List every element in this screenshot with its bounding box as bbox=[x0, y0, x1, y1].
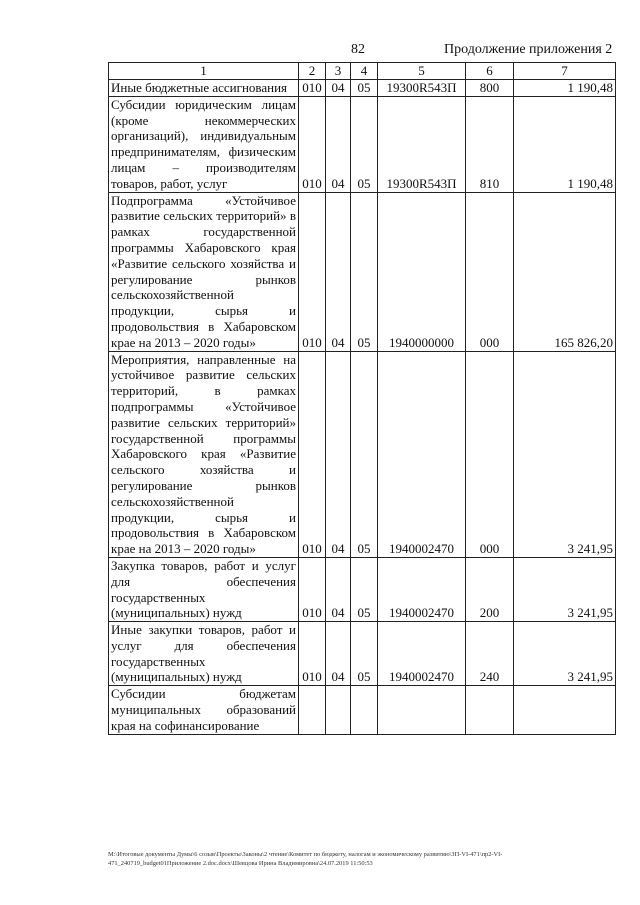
file-path-footer bbox=[108, 850, 615, 868]
table-row bbox=[109, 351, 616, 557]
column-header: 2 bbox=[299, 63, 326, 80]
cell-vr: 000 bbox=[466, 351, 514, 557]
cell-csr: 19300R543П bbox=[378, 96, 466, 192]
cell-rz: 04 bbox=[326, 192, 351, 351]
cell-csr: 19300R543П bbox=[378, 80, 466, 97]
cell-pr: 05 bbox=[351, 192, 378, 351]
column-header: 4 bbox=[351, 63, 378, 80]
cell-amount bbox=[514, 686, 616, 734]
cell-amount: 165 826,20 bbox=[514, 192, 616, 351]
table-row bbox=[109, 686, 616, 734]
row-name: Подпрограмма «Устойчивое развитие сельских территорий» в рамках государственной программы Хабаровского края «Развитие сельского хозяйства и регулирование рынков сельскохозяйственной продукции, сырья и продовольствия в Хабаровском крае на 2013 – 2020 годы» bbox=[109, 192, 299, 351]
cell-csr: 1940000000 bbox=[378, 192, 466, 351]
cell-vr: 810 bbox=[466, 96, 514, 192]
cell-rz: 04 bbox=[326, 557, 351, 621]
row-name: Субсидии бюджетам муниципальных образований края на софинансирование bbox=[109, 686, 299, 734]
cell-pr: 05 bbox=[351, 351, 378, 557]
cell-pr: 05 bbox=[351, 96, 378, 192]
table-row bbox=[109, 192, 616, 351]
cell-vr: 240 bbox=[466, 622, 514, 686]
cell-csr bbox=[378, 686, 466, 734]
footer-line: 471_240719_budget01Приложение 2.doc.docx\Шевцова Ирина Владимировна\24.07.2019 11:50:53 bbox=[108, 860, 373, 867]
cell-pr: 05 bbox=[351, 557, 378, 621]
row-name: Закупка товаров, работ и услуг для обеспечения государственных (муниципальных) нужд bbox=[109, 557, 299, 621]
row-name: Субсидии юридическим лицам (кроме некоммерческих организаций), индивидуальным предпринимателям, физическим лицам – производителям товаров, работ, услуг bbox=[109, 96, 299, 192]
continuation-label: Продолжение приложения 2 bbox=[444, 42, 613, 57]
cell-gr bbox=[299, 686, 326, 734]
cell-rz: 04 bbox=[326, 80, 351, 97]
cell-vr: 200 bbox=[466, 557, 514, 621]
table-row bbox=[109, 96, 616, 192]
cell-pr bbox=[351, 686, 378, 734]
cell-gr: 010 bbox=[299, 622, 326, 686]
cell-vr bbox=[466, 686, 514, 734]
cell-pr: 05 bbox=[351, 622, 378, 686]
table-header-row bbox=[109, 63, 616, 80]
cell-csr: 1940002470 bbox=[378, 622, 466, 686]
cell-csr: 1940002470 bbox=[378, 557, 466, 621]
cell-amount: 1 190,48 bbox=[514, 80, 616, 97]
cell-gr: 010 bbox=[299, 192, 326, 351]
table-row bbox=[109, 557, 616, 621]
column-header: 7 bbox=[514, 63, 616, 80]
cell-gr: 010 bbox=[299, 96, 326, 192]
footer-line: М:\Итоговые документы Думы\6 созыв\Проекты\Законы\2 чтение\Комитет по бюджету, налогам и экономическому развитию\ЗП-VI-471\пр2-VI- bbox=[108, 851, 503, 858]
cell-amount: 3 241,95 bbox=[514, 557, 616, 621]
cell-rz bbox=[326, 686, 351, 734]
cell-amount: 1 190,48 bbox=[514, 96, 616, 192]
column-header: 1 bbox=[109, 63, 299, 80]
column-header: 5 bbox=[378, 63, 466, 80]
page-number: 82 bbox=[351, 42, 365, 57]
column-header: 6 bbox=[466, 63, 514, 80]
cell-csr: 1940002470 bbox=[378, 351, 466, 557]
row-name: Иные закупки товаров, работ и услуг для обеспечения государственных (муниципальных) нужд bbox=[109, 622, 299, 686]
cell-rz: 04 bbox=[326, 96, 351, 192]
table-row bbox=[109, 80, 616, 97]
cell-vr: 000 bbox=[466, 192, 514, 351]
table-row bbox=[109, 622, 616, 686]
cell-gr: 010 bbox=[299, 557, 326, 621]
budget-table bbox=[108, 62, 616, 735]
cell-rz: 04 bbox=[326, 622, 351, 686]
row-name: Мероприятия, направленные на устойчивое развитие сельских территорий, в рамках подпрограммы «Устойчивое развитие сельских территорий» государственной программы Хабаровского края «Развитие сельского хозяйства и регулирование рынков сельскохозяйственной продукции, сырья и продовольствия в Хабаровском крае на 2013 – 2020 годы» bbox=[109, 351, 299, 557]
cell-rz: 04 bbox=[326, 351, 351, 557]
column-header: 3 bbox=[326, 63, 351, 80]
cell-vr: 800 bbox=[466, 80, 514, 97]
row-name: Иные бюджетные ассигнования bbox=[109, 80, 299, 97]
cell-gr: 010 bbox=[299, 80, 326, 97]
cell-amount: 3 241,95 bbox=[514, 622, 616, 686]
cell-gr: 010 bbox=[299, 351, 326, 557]
cell-amount: 3 241,95 bbox=[514, 351, 616, 557]
cell-pr: 05 bbox=[351, 80, 378, 97]
